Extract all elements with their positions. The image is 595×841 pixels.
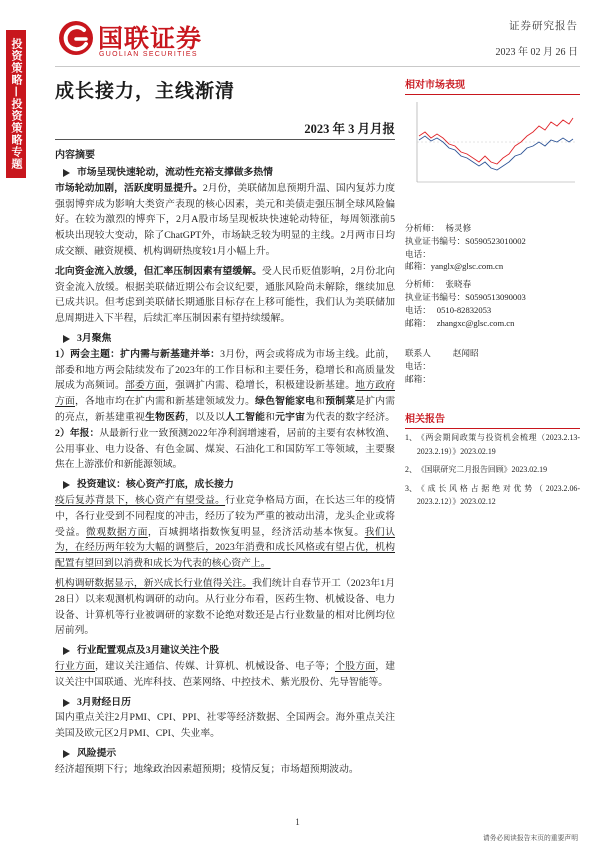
summary-section (55, 165, 395, 327)
certificate-label: 执业证书编号： (405, 291, 466, 302)
role-label: 分析师： (405, 223, 440, 233)
contact-label: 联系人 (405, 348, 431, 359)
summary-section (55, 695, 395, 742)
text-run: 为代表的数字经济。 (305, 411, 396, 423)
text-run: 预制菜 (325, 396, 356, 408)
market-performance-heading: 相对市场表现 (405, 76, 580, 95)
text-run: 2）年报： (55, 427, 100, 439)
email-address: yanglx@glsc.com.cn (430, 261, 504, 272)
arrow-bullet-icon (63, 750, 70, 758)
contact-name-row (405, 347, 580, 360)
text-run: 生物医药 (145, 411, 186, 423)
report-subtitle: 2023 年 3 月月报 (304, 122, 395, 136)
text-run: 人工智能 (225, 411, 266, 423)
email-row (405, 317, 580, 330)
text-run: 1）两会主题：扩内需与新基建并举： (55, 348, 221, 360)
text-run: 2月份，美联储加息预期升温、国内复苏力度强弱博弈成为影响大类资产表现的核心因素，美元和美债走强压制全球风险偏好。在较为激烈的博弈下，2月A股市场呈现板块快速轮动特征，每周领涨前5板块出现较大变动，除了ChatGPT外，市场缺乏较为明显的主线。2月两市日均成交额、融资规模、机构调研热度较1月小幅上升。 (55, 182, 396, 257)
analyst-name-row (405, 278, 580, 291)
certificate-row (405, 291, 580, 304)
summary-section (55, 643, 395, 690)
paragraph (55, 264, 395, 327)
email-row (405, 260, 580, 273)
text-run: 我们认为，在经历两年较为大幅的调整后，2023年消费和成长风格或有望占优，机构配置有望回到以消费和成长为代表的核心资产上。 (55, 526, 396, 570)
report-title-text: 《两会期间政策与投资机会梳理（2023.2.13-2023.2.19）》2023.02.19 (416, 433, 580, 456)
certificate-number: S0590513090003 (465, 291, 526, 302)
report-title: 成长接力，主线渐清 (55, 81, 236, 102)
related-reports-list (405, 431, 580, 514)
report-number: 2、 (405, 465, 417, 474)
summary-heading: 内容摘要 (55, 150, 95, 161)
section-heading (55, 331, 395, 347)
phone-row (405, 248, 580, 261)
report-number: 3、 (405, 483, 417, 493)
logo-chinese-name: 国联证券 (98, 24, 203, 53)
chart-line-blue (419, 136, 573, 170)
text-run: 机构调研数据显示，新兴成长行业值得关注。 (55, 577, 253, 589)
text-run: 绿色智能家电 (255, 396, 316, 408)
text-run: 地方政府方面 (55, 380, 396, 408)
certificate-label: 执业证书编号： (405, 235, 466, 246)
summary-section (55, 331, 395, 473)
text-run: ，建议关注中国联通、光库科技、芭莱网络、中控技术、紫光股份、先导智能等。 (55, 660, 396, 688)
text-run: 受人民币贬值影响，2月份北向资金流入放缓。根据美联储近期公布会议纪要，通胀风险尚未解除，继续加息已成共识。但考虑到美联储长期通胀目标存在上移可能性，我们认为美联储加息周期进入下半程，后续汇率压制因素有望持续缓解。 (55, 265, 396, 325)
section-heading-text: 3月财经日历 (77, 696, 131, 708)
text-run: ，百城拥堵指数恢复明显，经济活动基本恢复。 (147, 526, 365, 538)
category-label: 投资策略—投资策略专题 (10, 38, 23, 170)
text-run: 部委方面 (125, 380, 166, 392)
text-run: ，强调扩内需、稳增长，积极建设新基建。 (165, 380, 356, 392)
analyst-name: 杨灵修 (445, 223, 472, 233)
text-run: 和 (315, 396, 326, 408)
arrow-bullet-icon (63, 169, 70, 177)
arrow-bullet-icon (63, 699, 70, 707)
text-run: ，以及以 (185, 411, 226, 423)
paragraph (55, 659, 395, 691)
related-report-item (405, 463, 580, 477)
category-strip (6, 30, 26, 178)
text-run: 个股方面 (334, 660, 376, 672)
related-report-item (405, 482, 580, 509)
paragraph (55, 762, 395, 778)
paragraph (55, 347, 395, 473)
arrow-bullet-icon (63, 335, 70, 343)
logo-mark-icon (58, 20, 94, 56)
certificate-number: S0590523010002 (465, 235, 526, 246)
phone-label: 电话： (405, 361, 431, 372)
analyst-info (405, 222, 580, 391)
text-run: 行业方面 (55, 660, 96, 672)
paragraph (55, 181, 395, 260)
text-run: ，各地市均在扩内需和新基建领域发力。 (75, 396, 256, 408)
related-report-item (405, 431, 580, 458)
logo-english-name: GUOLIAN SECURITIES (99, 51, 198, 58)
text-run: 从最新行业一致预测2022年净利润增速看，居前的主要有农林牧渔、公用事业、电力设备、有色金属、煤炭、石油化工和国防军工等领域，主要聚焦在上游涨价和新能源领域。 (55, 427, 395, 471)
phone-number: 0510-82832053 (436, 304, 492, 315)
report-title-text: 《成长风格占据绝对优势（2023.2.06-2023.2.12）》2023.02.12 (416, 483, 580, 506)
relative-performance-chart (405, 96, 580, 196)
footer-disclaimer: 请务必阅读报告末页的重要声明 (482, 835, 578, 841)
section-heading-text: 风险提示 (77, 747, 117, 759)
contact-name: 赵闻昭 (452, 348, 479, 359)
summary-section (55, 746, 395, 778)
section-heading (55, 165, 395, 181)
summary-section (55, 477, 395, 639)
phone-label: 电话： (405, 304, 431, 315)
text-run: 经济超预期下行；地缘政治因素超预期；疫情反复；市场超预期波动。 (55, 763, 359, 775)
summary-body (55, 164, 395, 781)
header-divider (55, 66, 580, 67)
analyst-card (405, 222, 580, 273)
paragraph (55, 576, 395, 639)
text-run: ，建议关注通信、传媒、计算机、机械设备、电子等； (95, 660, 335, 672)
role-label: 分析师： (405, 279, 440, 290)
email-label: 邮箱： (405, 373, 431, 384)
certificate-row (405, 235, 580, 248)
text-run: 国内重点关注2月PMI、CPI、PPI、社零等经济数据、全国两会。海外重点关注美国及欧元区2月PMI、CPI、失业率。 (55, 712, 395, 740)
text-run: 行业竞争格局方面，在长达三年的疫情中，各行业受到不同程度的冲击，经历了较为严重的被动出清，龙头企业或将受益。 (55, 494, 396, 538)
section-heading (55, 695, 395, 711)
related-reports-heading: 相关报告 (405, 410, 580, 429)
phone-row (405, 360, 580, 373)
text-run: 市场轮动加剧，活跃度明显提升。 (55, 182, 203, 194)
report-number: 1、 (405, 433, 417, 442)
document-type: 证券研究报告 (509, 21, 578, 32)
section-heading (55, 643, 395, 659)
text-run: 微观数据方面 (85, 526, 148, 538)
text-run: 和 (265, 411, 276, 423)
section-heading-text: 市场呈现快速轮动，流动性充裕支撑做多热情 (77, 167, 273, 178)
contact-card (405, 347, 580, 385)
text-run: 3月份，两会或将成为市场主线。此前，部委和地方两会陆续发布了2023年的工作目标和主要任务，稳增长和高质量发展成为高频词。 (55, 348, 395, 392)
section-heading-text: 投资建议：核心资产打底，成长接力 (77, 479, 234, 491)
report-title-text: 《国联研究二月报告回顾》2023.02.19 (416, 465, 548, 474)
report-date: 2023 年 02 月 26 日 (495, 47, 578, 58)
arrow-bullet-icon (63, 481, 70, 489)
paragraph (55, 710, 395, 742)
title-divider (55, 139, 395, 140)
section-heading-text: 3月聚焦 (77, 332, 112, 344)
analyst-name-row (405, 222, 580, 235)
analyst-name: 张晓春 (445, 279, 472, 290)
paragraph (55, 493, 395, 572)
text-run: 疫后复苏背景下，核心资产有望受益。 (55, 494, 226, 506)
section-heading (55, 477, 395, 493)
text-run: 北向资金流入放缓，但汇率压制因素有望缓解。 (55, 265, 262, 277)
email-label: 邮箱： (405, 261, 431, 272)
section-heading-text: 行业配置观点及3月建议关注个股 (77, 645, 220, 657)
page-number: 1 (295, 817, 300, 827)
phone-label: 电话： (405, 248, 431, 259)
text-run: 我们统计自春节开工（2023年1月28日）以来观测机构调研的动向。从行业分布看，医药生物、机械设备、电力设备、计算机等行业被调研的家数不论绝对数还是占行业数量的相对比例均位居前列。 (55, 577, 395, 637)
text-run: 元宇宙 (275, 411, 306, 423)
email-row (405, 373, 580, 386)
section-heading (55, 746, 395, 762)
text-run: 是扩内需的亮点，新基建重视 (55, 396, 396, 423)
analyst-card (405, 278, 580, 329)
arrow-bullet-icon (63, 647, 70, 655)
phone-row (405, 304, 580, 317)
email-label: 邮箱： (405, 317, 431, 328)
email-address: zhangxc@glsc.com.cn (436, 317, 515, 328)
company-logo (58, 18, 218, 64)
